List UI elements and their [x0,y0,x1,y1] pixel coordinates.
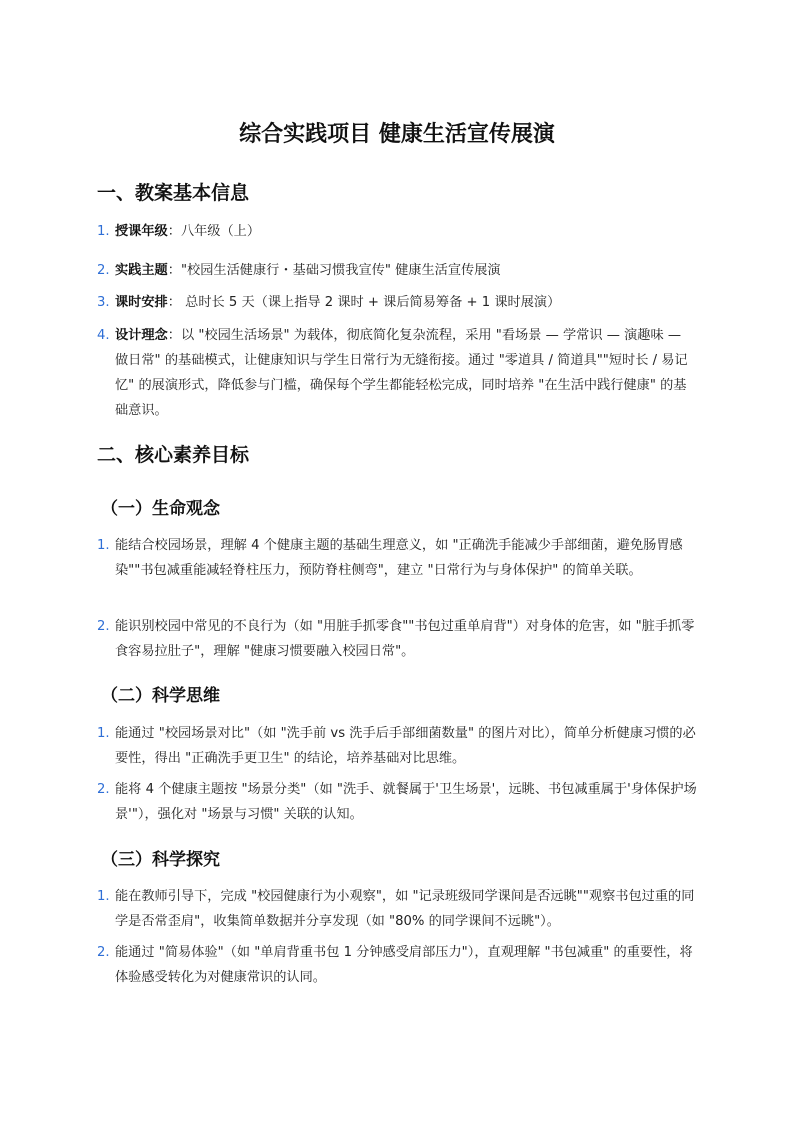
item-text: 能结合校园场景，理解 4 个健康主题的基础生理意义，如 "正确洗手能减少手部细菌，避免肠胃感染""书包减重能减轻脊柱压力，预防脊柱侧弯"，建立 "日常行为与身体保护" 的简单关联。 [115,538,683,578]
item-label: 课时安排 [115,295,168,310]
list-number: 2. [97,945,110,960]
list-item [97,884,697,934]
list-item: 3. 课时安排： 总时长 5 天（课上指导 2 课时 + 课后简易筹备 + 1 课时展演） [97,290,697,315]
item-label: 授课年级 [115,224,168,239]
list-number: 1. [97,889,110,904]
list-item: 4. 设计理念：以 "校园生活场景" 为载体，彻底简化复杂流程，采用 "看场景 — 学常识 — 演趣味 — 做日常" 的基础模式，让健康知识与学生日常行为无缝衔接。通过 "零道具 / 简道具""短时长 / 易记忆" 的展演形式，降低参与门槛，确保每个学生都能轻松完成，同时培养 "在生活中践行健康" 的基础意识。 [97,323,697,423]
item-text: 以 "校园生活场景" 为载体，彻底简化复杂流程，采用 "看场景 — 学常识 — 演趣味 — 做日常" 的基础模式，让健康知识与学生日常行为无缝衔接。通过 "零道具 / 简道具""短时长 / 易记忆" 的展演形式，降低参与门槛，确保每个学生都能轻松完成，同时培养 "在生活中践行健康" 的基础意识。 [115,328,688,418]
section-heading-basic-info: 一、教案基本信息 [97,182,250,204]
item-text: 能识别校园中常见的不良行为（如 "用脏手抓零食""书包过重单肩背"）对身体的危害，如 "脏手抓零食容易拉肚子"，理解 "健康习惯要融入校园日常"。 [115,619,695,659]
item-text: 能在教师引导下，完成 "校园健康行为小观察"，如 "记录班级同学课间是否远眺""观察书包过重的同学是否常歪肩"，收集简单数据并分享发现（如 "80% 的同学课间不远眺"）。 [115,889,695,929]
subsection-heading-life-concept: （一）生命观念 [101,499,220,519]
item-text: 八年级（上） [180,224,261,239]
list-item [97,721,697,771]
list-number: 1. [97,224,110,239]
item-text: 总时长 5 天（课上指导 2 课时 + 课后简易筹备 + 1 课时展演） [180,295,561,310]
subsection-heading-scientific-inquiry: （三）科学探究 [101,850,220,870]
list-item: 2. 实践主题："校园生活健康行・基础习惯我宣传" 健康生活宣传展演 [97,258,697,283]
list-number: 1. [97,538,110,553]
item-label: 实践主题 [115,263,168,278]
item-label: 设计理念 [115,328,168,343]
item-text: 能将 4 个健康主题按 "场景分类"（如 "洗手、就餐属于'卫生场景'，远眺、书包减重属于'身体保护场景'"），强化对 "场景与习惯" 关联的认知。 [115,782,697,822]
list-item [97,777,697,827]
list-number: 2. [97,263,110,278]
subsection-heading-scientific-thinking: （二）科学思维 [101,686,220,706]
list-item [97,614,697,664]
section-heading-core-literacy: 二、核心素养目标 [97,444,250,466]
list-number: 2. [97,782,110,797]
list-number: 4. [97,328,110,343]
list-number: 1. [97,726,110,741]
document-title: 综合实践项目 健康生活宣传展演 [239,122,555,147]
list-number: 2. [97,619,110,634]
list-item [97,940,697,990]
list-item [97,533,697,583]
list-number: 3. [97,295,110,310]
item-text: "校园生活健康行・基础习惯我宣传" 健康生活宣传展演 [180,263,501,278]
list-item: 1. 授课年级：八年级（上） [97,219,697,244]
item-text: 能通过 "简易体验"（如 "单肩背重书包 1 分钟感受肩部压力"），直观理解 "书包减重" 的重要性，将体验感受转化为对健康常识的认同。 [115,945,693,985]
item-text: 能通过 "校园场景对比"（如 "洗手前 vs 洗手后手部细菌数量" 的图片对比），简单分析健康习惯的必要性，得出 "正确洗手更卫生" 的结论，培养基础对比思维。 [115,726,696,766]
